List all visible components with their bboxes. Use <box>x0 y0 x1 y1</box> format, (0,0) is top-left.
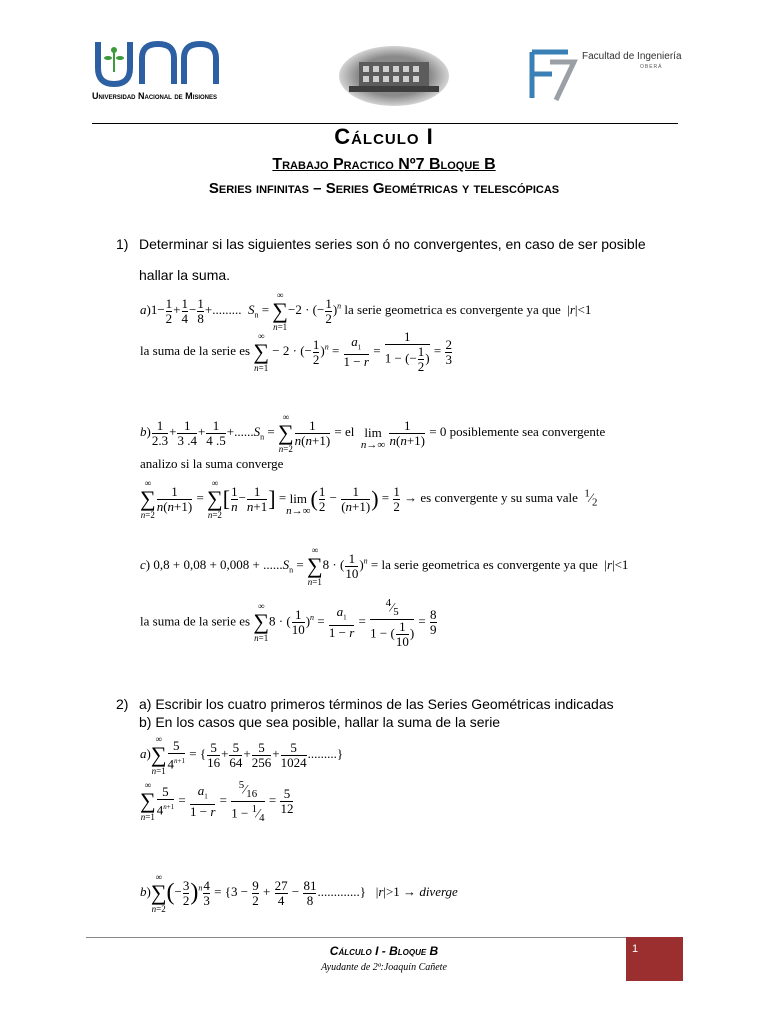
q1b-series: b) $\frac{1}{2.3}$ + $\frac{1}{3 .4}$ + $\frac{1}{4 .5}$ $+......S_n$ = ∞ ∑ n=2 $\frac{1}{n(n+1)}$ = el lim n→∞ $\frac{1}{n(n+1)}$ = 0 posiblemente sea convergente <box>140 412 606 454</box>
q2b-result: diverge <box>419 883 458 899</box>
q1b-analizo: analizo si la suma converge <box>140 456 284 471</box>
q2-text-b: b) En los casos que sea posible, hallar la suma de la serie <box>139 714 501 730</box>
q1-text-line2: hallar la suma. <box>139 267 231 283</box>
q1b-conclusion: es convergente y su suma vale <box>420 489 578 505</box>
q1-number: 1) <box>116 236 129 252</box>
q1b-note: posiblemente sea convergente <box>449 423 606 439</box>
q2-number: 2) <box>116 696 129 712</box>
q1a-series: a)1− $\frac{1}{2}$ + $\frac{1}{4}$ − $\frac{1}{8}$ +......... $S_n$ = ∞ ∑ n=1−2 · (− $\frac{1}{2}$ )$^n$ la serie geometrica es convergente ya que |r|<1 <box>140 290 592 332</box>
unam-logo <box>92 38 232 90</box>
q2b-series: b)∞ ∑ n=2(− $\frac{3}{2}$ )$^n$ $\frac{4}{3}$ = {3 − $\frac{9}{2}$ + $\frac{27}{4}$ − $\frac{81}{8}$ .............} |r|>1 → diverge <box>140 872 458 914</box>
footer-assistant: Ayudante de 2ª:Joaquín Cañete <box>321 962 447 973</box>
course-title: Cálculo I <box>334 124 434 149</box>
footer-rule <box>86 937 626 938</box>
q2-text-a: a) Escribir los cuatro primeros términos de las Series Geométricas indicadas <box>139 696 614 712</box>
q2a-series: a)∞ ∑ n=1 $\frac{5}{4^{n+1}}$ = { $\frac{5}{16}$ + $\frac{5}{64}$ + $\frac{5}{256}$ + $\frac{5}{1024}$ .........} <box>140 734 344 776</box>
building-photo <box>339 46 449 106</box>
q1c-sum: la suma de la serie es ∞ ∑ n=18 · ( $\frac{1}{10}$ )$^n$ = $\frac{a_1}{1 - r}$ = $^4⁄_5$ 1 − ( $\frac{1}{10}$ ) = $\frac{8}{9}$ <box>140 597 437 649</box>
page-number-box <box>626 937 683 981</box>
q1a-sum-label: la suma de la serie es <box>140 342 251 358</box>
q1c-series: c) $0,8 + 0,08 + 0,008 + ......S_n$ = ∞ ∑ n=18 · ( $\frac{1}{10}$ )$^n$ = la serie geometrica es convergente ya que |r|<1 <box>140 545 629 587</box>
topic-title: Series infinitas – Series Geométricas y telescópicas <box>208 180 560 197</box>
q1a-sum: la suma de la serie es ∞ ∑ n=1 − 2 · (− $\frac{1}{2}$ )$^n$ = $\frac{a_1}{1 - r}$ = 1 1 − (− $\frac{1}{2}$ ) = $\frac{2}{3}$ <box>140 329 452 374</box>
q1c-note: la serie geometrica es convergente ya que <box>381 556 598 572</box>
page-number: 1 <box>632 943 639 955</box>
footer-course: Cálculo I - Bloque B <box>329 944 439 958</box>
q1a-note: la serie geometrica es convergente ya que <box>344 301 561 317</box>
faculty-name: Facultad de Ingeniería <box>582 51 682 62</box>
q1c-sum-label: la suma de la serie es <box>140 613 251 629</box>
faculty-sub: OBERÁ <box>640 64 663 70</box>
q1-text-line1: Determinar si las siguientes series son ó no convergentes, en caso de ser posible <box>139 236 646 252</box>
practice-title: Trabajo Practico Nº7 Bloque B <box>272 156 496 173</box>
q2a-sum: ∞ ∑ n=1 $\frac{5}{4^{n+1}}$ = $\frac{a_1}{1 - r}$ = $\frac{^5⁄_{16}}{1 - ^1⁄_4}$ = $\frac{5}{12}$ <box>140 779 294 824</box>
fi-logo <box>528 48 578 102</box>
university-name: Universidad Nacional de Misiones <box>92 91 218 101</box>
q1b-telescopic: ∞ ∑ n=2 $\frac{1}{n(n+1)}$ = ∞ ∑ n=2[ $\frac{1}{n}$ − $\frac{1}{n+1}$ ] = lim n→∞( $\frac{1}{2}$ − $\frac{1}{(n+1)}$ ) = $\frac{1}{2}$ → es convergente y su suma vale $^1⁄_2$ <box>140 478 598 520</box>
